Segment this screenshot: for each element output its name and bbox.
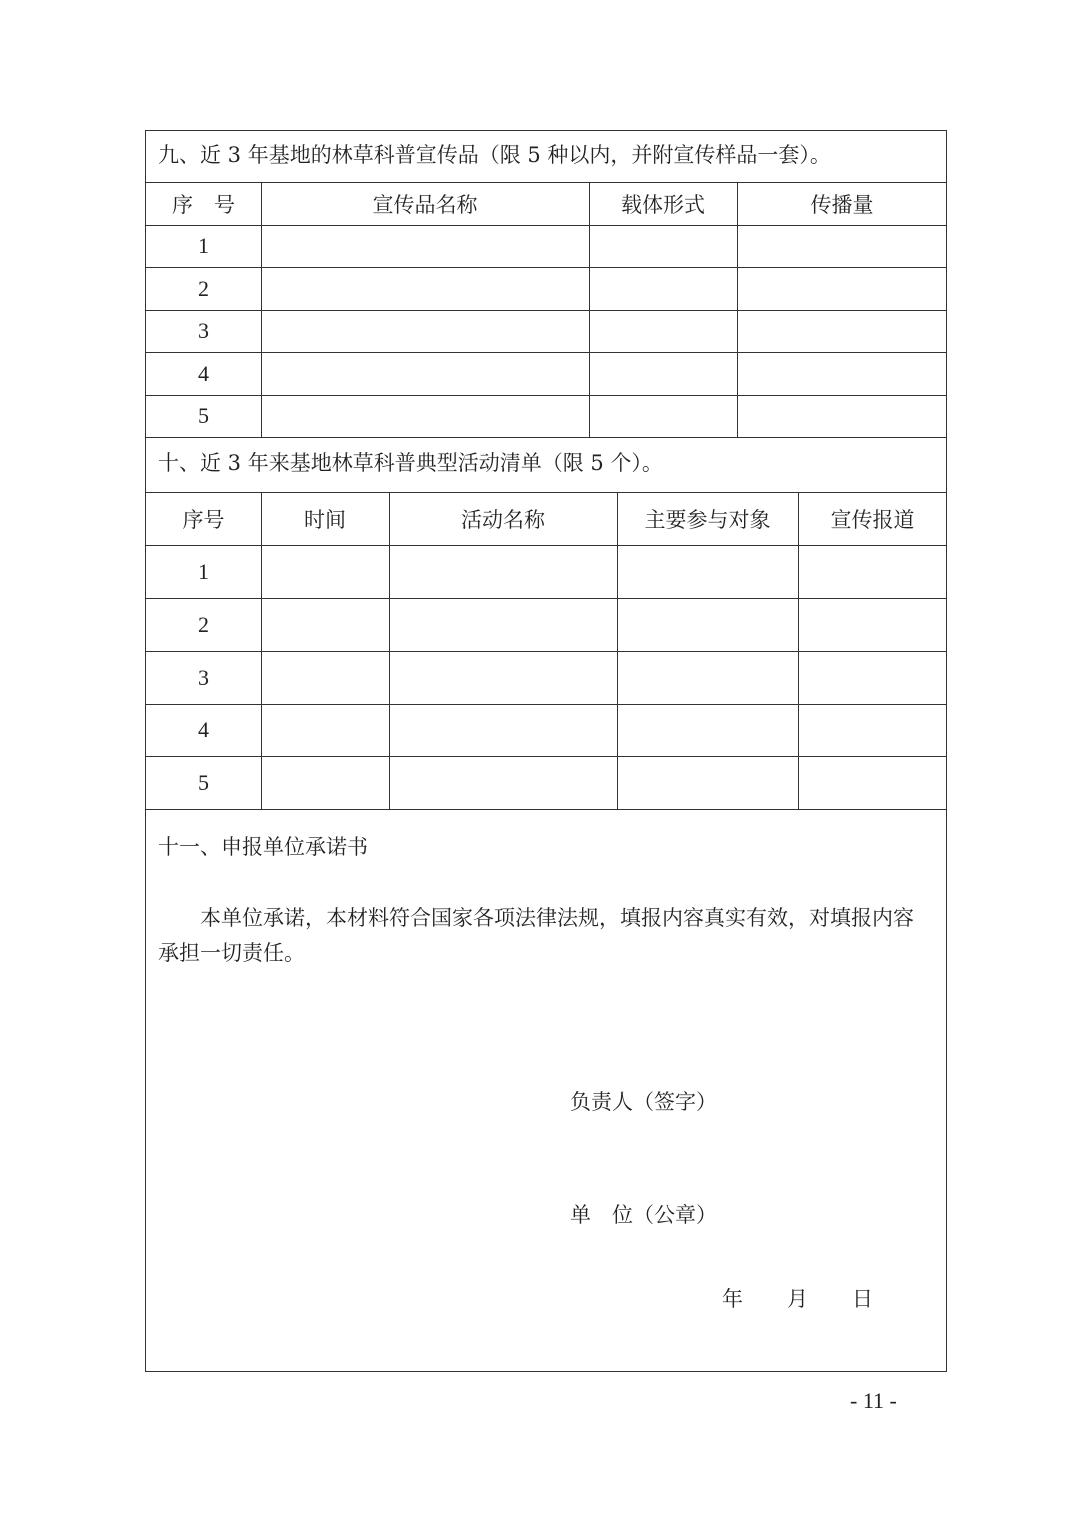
divider <box>145 651 947 652</box>
s10-row-index: 2 <box>198 611 209 637</box>
date-year: 年 <box>722 1287 743 1311</box>
s10-header-time: 时间 <box>304 507 346 532</box>
s10-header-index: 序号 <box>182 507 225 532</box>
divider <box>145 704 947 705</box>
signer-label: 负责人（签字） <box>570 1090 717 1114</box>
s9-header-index: 序 号 <box>172 192 235 217</box>
s9-header-name: 宣传品名称 <box>372 192 478 217</box>
s9-row-index: 2 <box>198 275 209 301</box>
s9-header-reach: 传播量 <box>810 192 874 217</box>
s10-header-participants: 主要参与对象 <box>644 507 771 532</box>
s9-row-index: 5 <box>198 403 209 428</box>
s9-row-index: 4 <box>198 360 209 386</box>
divider <box>145 756 947 757</box>
s10-row-index: 1 <box>198 558 209 584</box>
s9-row-index: 3 <box>198 318 209 343</box>
s10-header-activity: 活动名称 <box>461 507 545 532</box>
s9-row-index: 1 <box>198 233 209 258</box>
s10-row-index: 3 <box>198 664 209 690</box>
promise-text-line2: 承担一切责任。 <box>158 941 305 965</box>
divider <box>145 395 947 396</box>
s9-header-medium: 载体形式 <box>621 192 705 217</box>
promise-text-line1: 本单位承诺，本材料符合国家各项法律法规，填报内容真实有效，对填报内容 <box>200 906 914 930</box>
divider <box>145 310 947 311</box>
s10-row-index: 4 <box>198 717 209 742</box>
section9-heading: 九、近 3 年基地的林草科普宣传品（限 5 种以内，并附宣传样品一套）。 <box>158 143 831 167</box>
divider <box>145 267 947 268</box>
unit-seal-label: 单 位（公章） <box>570 1203 717 1227</box>
divider <box>145 809 947 810</box>
divider <box>145 437 947 438</box>
s10-row-index: 5 <box>198 769 209 795</box>
divider <box>145 598 947 599</box>
page-number: - 11 - <box>850 1388 897 1413</box>
date-day: 日 <box>852 1287 873 1311</box>
divider <box>145 225 947 226</box>
section10-heading: 十、近 3 年来基地林草科普典型活动清单（限 5 个）。 <box>158 451 663 475</box>
form-table <box>145 130 947 1372</box>
date-month: 月 <box>787 1287 808 1311</box>
section11-heading: 十一、申报单位承诺书 <box>158 835 368 859</box>
s10-header-coverage: 宣传报道 <box>830 507 915 532</box>
divider <box>145 545 947 546</box>
divider <box>145 352 947 353</box>
